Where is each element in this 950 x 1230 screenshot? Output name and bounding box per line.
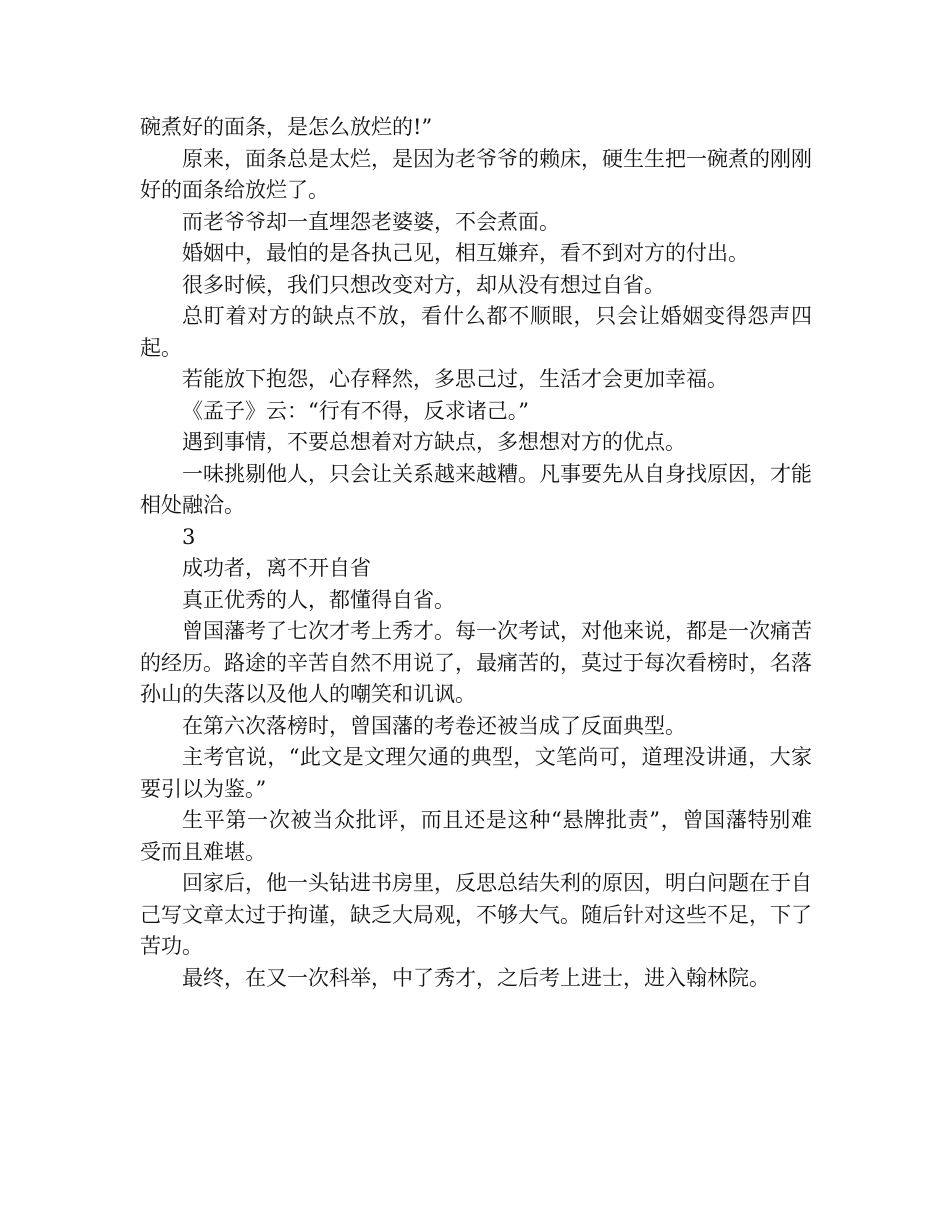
paragraph: 很多时候，我们只想改变对方，却从没有想过自省。 [182, 272, 665, 297]
paragraph: 在第六次落榜时，曾国藩的考卷还被当成了反面典型。 [182, 713, 686, 738]
paragraph: 总盯着对方的缺点不放，看什么都不顺眼，只会让婚姻变得怨声四起。 [140, 304, 812, 360]
paragraph: 而老爷爷却一直埋怨老婆婆，不会煮面。 [182, 209, 560, 234]
document-page [140, 112, 812, 994]
paragraph: 婚姻中，最怕的是各执己见，相互嫌弃，看不到对方的付出。 [182, 241, 749, 265]
paragraph: 生平第一次被当众批评，而且还是这种“悬牌批责”，曾国藩特别难受而且难堪。 [140, 808, 812, 864]
quote-paragraph: 《孟子》云：“行有不得，反求诸己。” [182, 398, 529, 423]
section-number: 3 [182, 524, 196, 549]
paragraph: 若能放下抱怨，心存释然，多思己过，生活才会更加幸福。 [182, 367, 728, 391]
section-heading: 成功者，离不开自省 [182, 556, 371, 580]
paragraph: 遇到事情，不要总想着对方缺点，多想想对方的优点。 [182, 430, 686, 454]
paragraph: 真正优秀的人，都懂得自省。 [182, 587, 455, 612]
paragraph: 原来，面条总是太烂，是因为老爷爷的赖床，硬生生把一碗煮的刚刚好的面条给放烂了。 [140, 146, 812, 202]
paragraph: 碗煮好的面条，是怎么放烂的!” [140, 115, 433, 139]
paragraph: 曾国藩考了七次才考上秀才。每一次考试，对他来说，都是一次痛苦的经历。路途的辛苦自然不用说了，最痛苦的，莫过于每次看榜时，名落孙山的失落以及他人的嘲笑和讥讽。 [140, 619, 812, 706]
paragraph: 主考官说，“此文是文理欠通的典型，文笔尚可，道理没讲通，大家要引以为鉴。” [140, 745, 812, 801]
paragraph: 回家后，他一头钻进书房里，反思总结失利的原因，明白问题在于自己写文章太过于拘谨，缺乏大局观，不够大气。随后针对这些不足，下了苦功。 [140, 871, 812, 958]
paragraph: 最终，在又一次科举，中了秀才，之后考上进士，进入翰林院。 [182, 965, 770, 990]
paragraph: 一味挑剔他人，只会让关系越来越糟。凡事要先从自身找原因，才能相处融洽。 [140, 461, 812, 517]
